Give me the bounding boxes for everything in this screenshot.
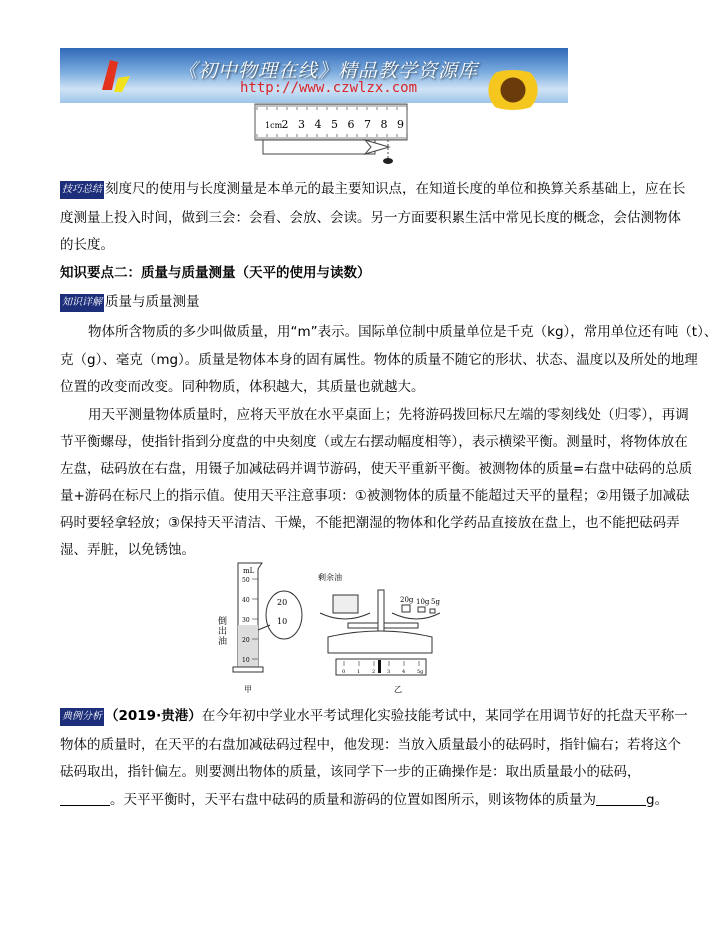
remaining-oil-label: 剩余油 — [318, 573, 342, 582]
cylinder-tick: 10 — [242, 657, 250, 664]
caption-right: 乙 — [394, 685, 402, 694]
tips-line: 的长度。 — [60, 237, 114, 253]
paragraph-line: 湿、弄脏，以免锈蚀。 — [60, 542, 195, 558]
balance-scale — [318, 572, 440, 694]
scale-tick: 0 — [342, 669, 346, 675]
ruler-label: 3 — [298, 118, 305, 131]
scale-tick: 2 — [372, 669, 376, 675]
graduated-cylinder — [233, 563, 302, 694]
cylinder-tick: 40 — [242, 597, 250, 604]
measurement-figure — [200, 555, 480, 700]
zoom-tick: 20 — [277, 598, 288, 607]
sunflower-image — [478, 70, 548, 110]
ruler-label: 8 — [380, 118, 388, 131]
example-line — [60, 708, 688, 726]
poured-oil-label: 倒出油 — [216, 616, 226, 646]
weight-label: 10g — [416, 598, 430, 606]
weight-label: 5g — [431, 598, 440, 606]
detail-heading-text: 质量与质量测量 — [105, 294, 200, 310]
banner-title: 《初中物理在线》精品教学资源库 — [178, 60, 479, 82]
ruler-label: 6 — [347, 118, 355, 131]
cylinder-tick: 30 — [242, 617, 250, 624]
example-line — [60, 792, 669, 808]
paragraph-line: 物体所含物质的多少叫做质量，用“m”表示。国际单位制中质量单位是千克（kg），常用单位还有吨（t）、 — [88, 324, 717, 340]
tips-line: 度测量上投入时间，做到三会：会看、会放、会读。另一方面要积累生活中常见长度的概念，会估测物体 — [60, 210, 681, 226]
example-source: （2019·贵港） — [105, 708, 202, 724]
cylinder-unit: mL — [243, 567, 255, 575]
ruler-label: 1cm — [265, 121, 283, 130]
example-line: 物体的质量时，在天平的右盘加减砝码过程中，他发现：当放入质量最小的砝码时，指针偏右；若将这个 — [60, 737, 681, 753]
answer-blank-1[interactable] — [60, 793, 110, 806]
ruler-label: 7 — [364, 118, 371, 131]
cylinder-tick: 20 — [242, 637, 250, 644]
paragraph-line: 量+游码在标尺上的指示值。使用天平注意事项：①被测物体的质量不能超过天平的量程；②用镊子加减砝 — [60, 488, 690, 504]
banner-url: http://www.czwlzx.com — [240, 80, 418, 96]
scale-tick: 4 — [402, 669, 406, 675]
answer-blank-2[interactable] — [596, 793, 646, 806]
ruler-label: 9 — [397, 118, 404, 131]
ruler-label: 4 — [314, 118, 322, 131]
paragraph-line: 用天平测量物体质量时，应将天平放在水平桌面上；先将游码拨回标尺左端的零刻线处（归零），再调 — [88, 407, 689, 423]
header-banner — [60, 48, 568, 103]
ruler-label: 5 — [331, 118, 338, 131]
example-text: 在今年初中学业水平考试理化实验技能考试中，某同学在用调节好的托盘天平称一 — [201, 708, 688, 724]
scale-tick: 1 — [357, 669, 361, 675]
example-line: 砝码取出，指针偏左。则要测出物体的质量，该同学下一步的正确操作是：取出质量最小的砝码， — [60, 764, 641, 780]
scale-tick: 5g — [417, 669, 424, 675]
paragraph-line: 码时要轻拿轻放；③保持天平清洁、干燥，不能把潮湿的物体和化学药品直接放在盘上，也不能把砝码弄 — [60, 515, 680, 531]
example-unit: g。 — [646, 792, 669, 808]
cylinder-tick: 50 — [242, 577, 250, 584]
rider — [378, 660, 381, 673]
paragraph-line: 节平衡螺母，使指针指到分度盘的中央刻度（或左右摆动幅度相等），表示横梁平衡。测量时，将物体放在 — [60, 434, 688, 450]
detail-tag: 知识详解 — [60, 294, 104, 312]
example-text: 。天平平衡时，天平右盘中砝码的质量和游码的位置如图所示，则该物体的质量为 — [110, 792, 596, 808]
eye-icon — [383, 158, 393, 164]
tips-tag: 技巧总结 — [60, 181, 104, 199]
detail-heading — [60, 294, 615, 312]
logo-icon — [96, 56, 136, 96]
paragraph-line: 左盘，砝码放在右盘，用镊子加减砝码并调节游码，使天平重新平衡。被测物体的质量=右盘中砝码的总质 — [60, 461, 693, 477]
tips-text: 刻度尺的使用与长度测量是本单元的最主要知识点，在知道长度的单位和换算关系基础上，应在长 — [105, 181, 686, 197]
scale-tick: 3 — [387, 669, 391, 675]
ruler-label: 2 — [281, 118, 289, 131]
ruler-figure — [255, 104, 415, 166]
caption-left: 甲 — [244, 685, 252, 694]
example-tag: 典例分析 — [60, 708, 104, 726]
paragraph-line: 位置的改变而改变。同种物质，体积越大，其质量也就越大。 — [60, 379, 425, 395]
weight-label: 20g — [400, 596, 414, 604]
tips-line — [60, 181, 686, 199]
zoom-tick: 10 — [277, 617, 288, 626]
paragraph-line: 克（g）、毫克（mg）。质量是物体本身的固有属性。物体的质量不随它的形状、状态、温度以及所处的地理 — [60, 352, 698, 368]
section-title: 知识要点二：质量与质量测量（天平的使用与读数） — [60, 265, 371, 281]
